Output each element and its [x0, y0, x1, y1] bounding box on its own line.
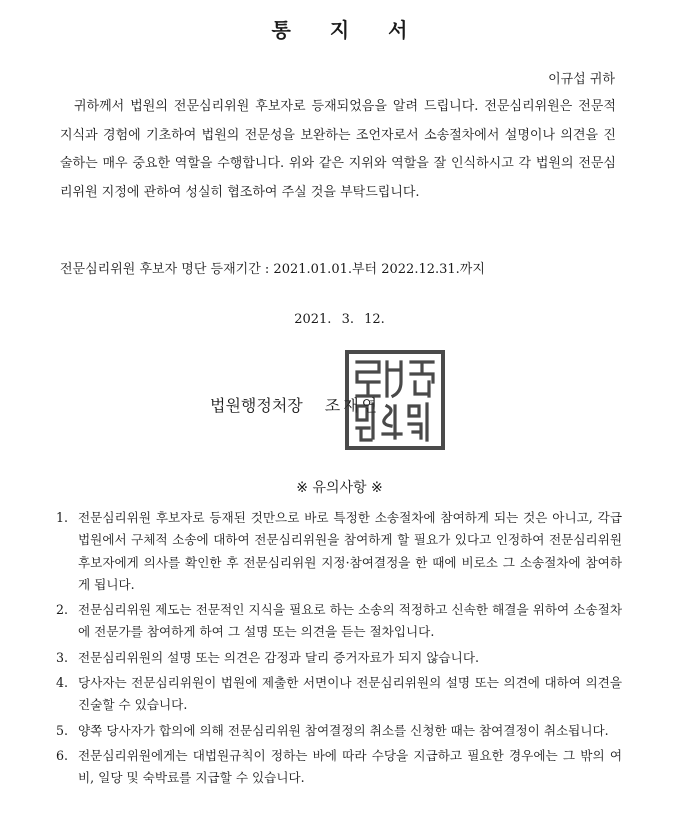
note-number: 1.: [56, 510, 69, 525]
issuer-name: 조재연: [324, 396, 381, 415]
note-text: 전문심리위원에게는 대법원규칙이 정하는 바에 따라 수당을 지급하고 필요한 경우에는 그 밖의 여비, 일당 및 숙박료를 지급할 수 있습니다.: [78, 747, 622, 786]
note-text: 전문심리위원 후보자로 등재된 것만으로 바로 특정한 소송절차에 참여하게 되는 것은 아니고, 각급 법원에서 구체적 소송에 대하여 전문심리위원을 참여하게 할 필요가 있다고 인정하여 전문심리위원 후보자에게 의사를 확인한 후 전문심리위원 지정·참여결정을 한 때에 비로소 그 소송절차에 참여하게 됩니다.: [78, 510, 622, 592]
official-seal-icon: [343, 348, 447, 452]
note-number: 5.: [56, 722, 69, 738]
registration-period: [60, 258, 485, 277]
note-number: 6.: [56, 747, 69, 763]
note-number: 3.: [56, 649, 69, 665]
notes-list: [56, 507, 622, 793]
issue-date: 2021. 3. 12.: [294, 312, 385, 327]
issuer-title: 법원행정처장: [210, 396, 303, 415]
note-text: 전문심리위원 제도는 전문적인 지식을 필요로 하는 소송의 적정하고 신속한 해결을 위하여 소송절차에 전문가를 참여하게 하여 그 설명 또는 의견을 듣는 절차입니다.: [78, 602, 622, 640]
note-item: [56, 672, 622, 717]
note-number: 4.: [56, 675, 69, 691]
notice-heading: ※ 유의사항 ※: [296, 480, 383, 496]
body-paragraph: 귀하께서 법원의 전문심리위원 후보자로 등재되었음을 알려 드립니다. 전문심리위원은 전문적 지식과 경험에 기초하여 법원의 전문성을 보완하는 조언자로서 소송절차에서 설명이나 의견을 진술하는 매우 중요한 역할을 수행합니다. 위와 같은 지위와 역할을 잘 인식하시고 각 법원의 전문심리위원 지정에 관하여 성실히 협조하여 주실 것을 부탁드립니다.: [60, 99, 616, 200]
note-item: [56, 745, 622, 790]
note-number: 2.: [56, 602, 69, 618]
note-text: 양쪽 당사자가 합의에 의해 전문심리위원 참여결정의 취소를 신청한 때는 참여결정이 취소됩니다.: [78, 722, 609, 738]
note-item: [56, 599, 622, 644]
period-value: 2021.01.01.부터 2022.12.31.까지: [273, 262, 485, 277]
note-text: 전문심리위원의 설명 또는 의견은 감정과 달리 증거자료가 되지 않습니다.: [78, 649, 479, 665]
note-item: [56, 720, 622, 742]
note-item: [56, 647, 622, 669]
period-label: 전문심리위원 후보자 명단 등재기간 :: [60, 262, 270, 277]
document-title: 통 지 서: [271, 18, 424, 42]
note-item: [56, 507, 622, 596]
note-text: 당사자는 전문심리위원이 법원에 제출한 서면이나 전문심리위원의 설명 또는 의견에 대하여 의견을 진술할 수 있습니다.: [78, 675, 622, 713]
recipient: 이규섭 귀하: [548, 72, 615, 87]
